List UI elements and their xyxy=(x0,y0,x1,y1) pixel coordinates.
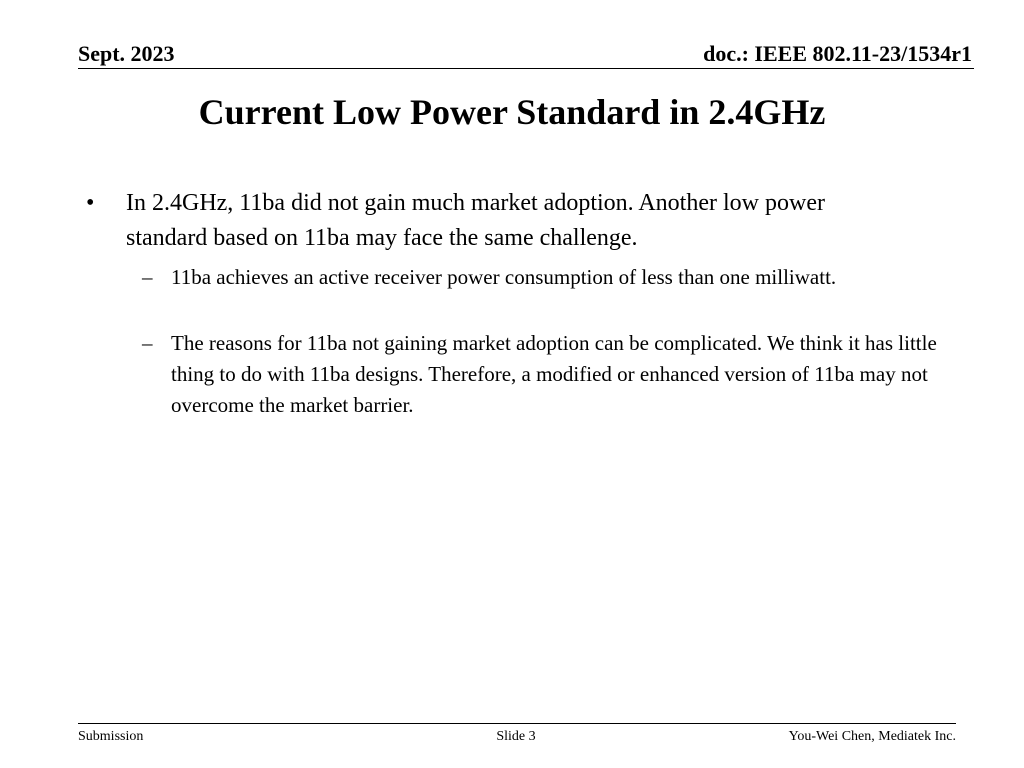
sub-bullet-marker: – xyxy=(142,265,153,289)
sub-bullet-text: The reasons for 11ba not gaining market adoption can be complicated. We think it has little thing to do with 11ba designs. Therefore, a modified or enhanced version of 11ba may not overcome the market barrier. xyxy=(171,331,937,417)
footer-slide-number: Slide 3 xyxy=(496,729,536,744)
footer-author: You-Wei Chen, Mediatek Inc. xyxy=(788,729,956,744)
header-divider xyxy=(78,68,974,69)
bullet-marker: • xyxy=(86,190,95,216)
footer-submission: Submission xyxy=(78,729,144,744)
header-doc-id: doc.: IEEE 802.11-23/1534r1 xyxy=(703,41,972,66)
slide-title: Current Low Power Standard in 2.4GHz xyxy=(198,92,826,132)
footer-divider xyxy=(78,723,956,724)
header-date: Sept. 2023 xyxy=(78,41,175,66)
bullet-text: In 2.4GHz, 11ba did not gain much market adoption. Another low power standard based on 11ba may face the same challenge. xyxy=(126,190,825,251)
sub-bullet-marker: – xyxy=(142,331,153,355)
sub-bullet-text: 11ba achieves an active receiver power consumption of less than one milliwatt. xyxy=(171,265,837,289)
